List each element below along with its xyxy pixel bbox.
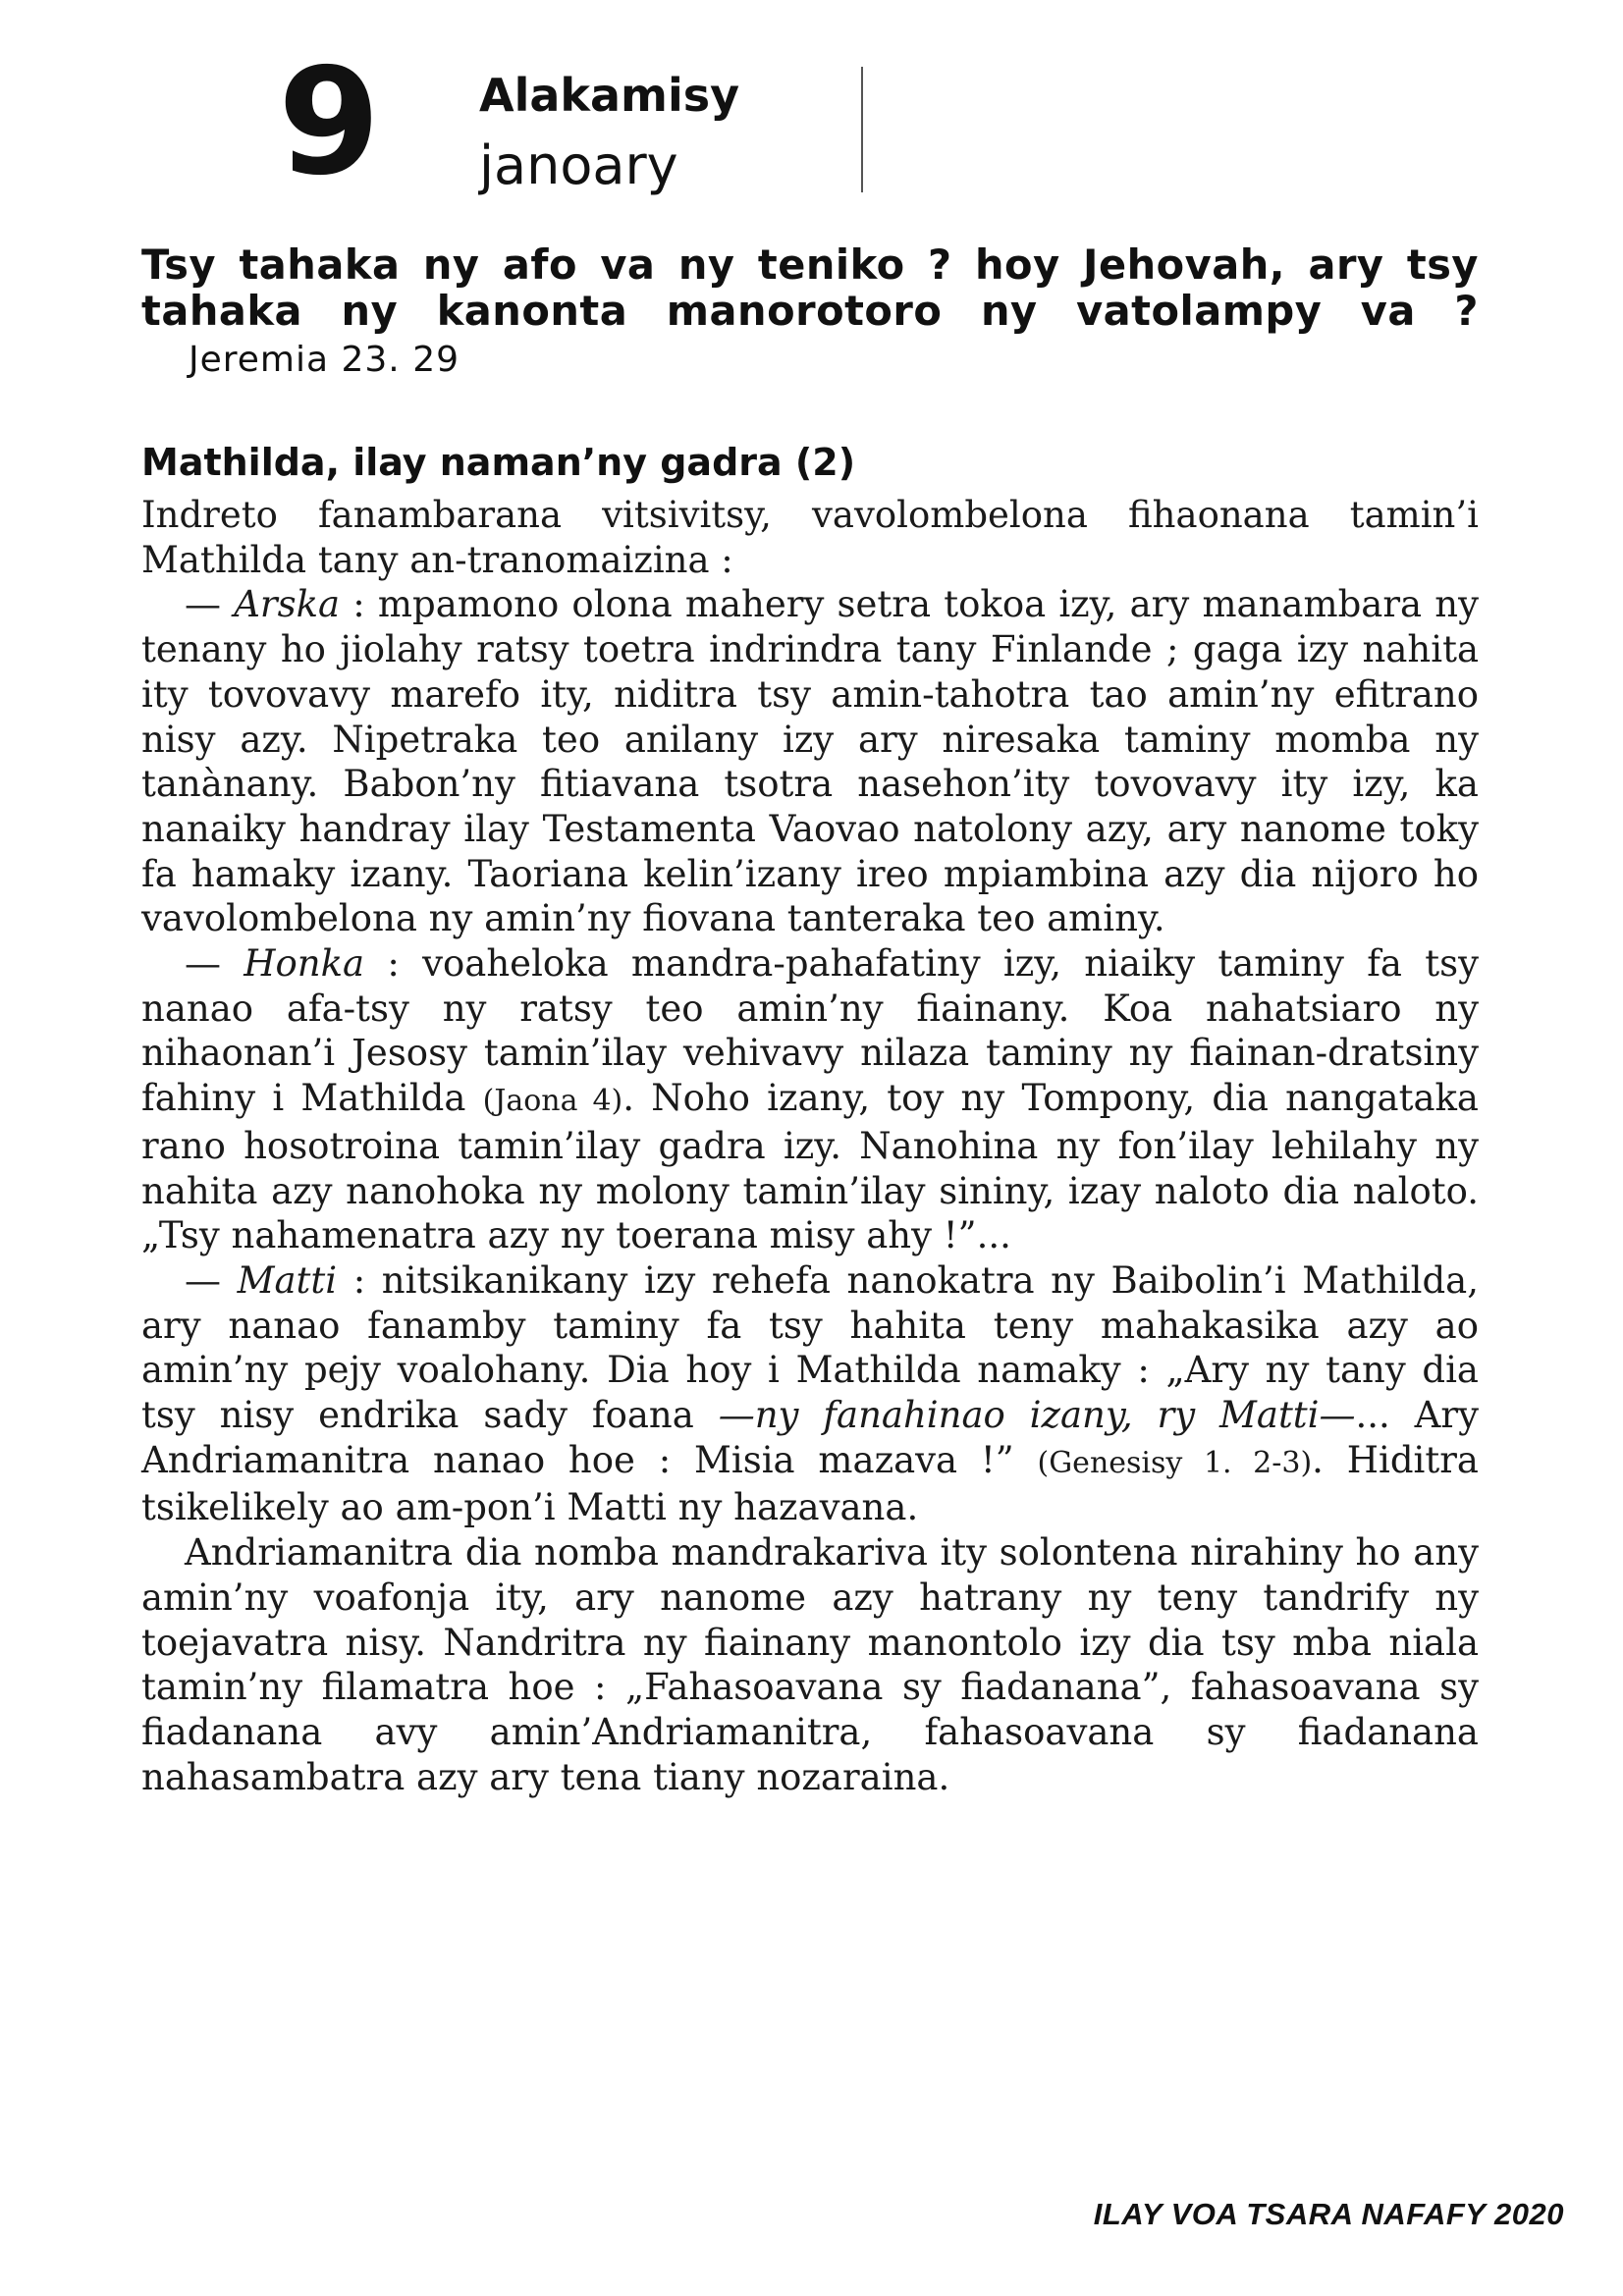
daily-verse <box>141 241 1479 383</box>
footer-publication: ILAY VOA TSARA NAFAFY 2020 <box>1093 2197 1564 2231</box>
matti-text-c: . Hiditra tsikelikely ao am-pon’i Matti ny hazavana. <box>141 1438 1479 1529</box>
name-honka: Honka <box>243 942 365 986</box>
header-divider <box>861 67 863 192</box>
matti-text-a: : nitsikanikany izy rehefa nanokatra ny Baibolin’i Mathilda, ary nanao fanamby taminy fa tsy hahita teny mahakasika azy ao amin’ny pejy voalohany. Dia hoy i Mathilda namaky : „Ary ny tany dia tsy nisy endrika sady foana <box>141 1258 1480 1437</box>
matti-aside: —ny fanahinao izany, ry Matti— <box>718 1394 1356 1437</box>
date-header <box>278 37 867 208</box>
article-body <box>141 493 1479 1799</box>
scripture-ref-jaona: (Jaona 4) <box>482 1084 623 1119</box>
paragraph-arska: — Arska : mpamono olona mahery setra tokoa izy, ary manambara ny tenany ho jiolahy ratsy toetra indrindra tany Finlande ; gaga izy nahita ity tovovavy marefo ity, niditra tsy amin-tahotra tao amin’ny efitrano nisy azy. Nipetraka teo anilany izy ary niresaka taminy momba ny tanànany. Babon’ny fitiavana tsotra nasehon’ity tovovavy ity izy, ka nanaiky handray ilay Testamenta Vaovao natolony azy, ary nanome toky fa hamaky izany. Taoriana kelin’izany ireo mpiambina azy dia nijoro ho vavolombelona ny amin’ny fiovana tanteraka teo aminy. <box>141 583 1479 940</box>
verse-reference: Jeremia 23. 29 <box>189 340 460 380</box>
paragraph-intro: Indreto fanambarana vitsivitsy, vavolombelona fihaonana tamin’i Mathilda tany an-tranomaizina : <box>141 494 1479 581</box>
article-title: Mathilda, ilay naman’ny gadra (2) <box>141 441 856 484</box>
matti-text-b: ... Ary Andriamanitra nanao hoe : Misia mazava !” <box>141 1394 1479 1481</box>
day-number: 9 <box>278 37 379 208</box>
paragraph-matti: — Matti : nitsikanikany izy rehefa nanokatra ny Baibolin’i Mathilda, ary nanao fanamby taminy fa tsy hahita teny mahakasika azy ao amin’ny pejy voalohany. Dia hoy i Mathilda namaky : „Ary ny tany dia tsy nisy endrika sady foana —ny fanahinao izany, ry Matti—... Ary Andriamanitra nanao hoe : Misia mazava !” (Genesisy 1. 2-3). Hiditra tsikelikely ao am-pon’i Matti ny hazavana. <box>141 1258 1480 1529</box>
month: janoary <box>479 134 678 196</box>
weekday: Alakamisy <box>479 69 740 122</box>
honka-text-b: . Noho izany, toy ny Tompony, dia nangataka rano hosotroina tamin’ilay gadra izy. Nanohina ny fon’ilay lehilahy ny nahita azy nanohoka ny molony tamin’ilay sininy, izay naloto dia naloto. „Tsy nahamenatra azy ny toerana misy ahy !”... <box>141 1077 1479 1257</box>
paragraph-conclusion: Andriamanitra dia nomba mandrakariva ity solontena nirahiny ho any amin’ny voafonja ity, ary nanome azy hatrany ny teny tandrify ny toejavatra nisy. Nandritra ny fiainany manontolo izy dia tsy mba niala tamin’ny filamatra hoe : „Fahasoavana sy fiadanana”, fahasoavana sy fiadanana avy amin’Andriamanitra, fahasoavana sy fiadanana nahasambatra azy ary tena tiany nozaraina. <box>141 1531 1479 1798</box>
verse-text: Tsy tahaka ny afo va ny teniko ? hoy Jehovah, ary tsy tahaka ny kanonta manorotoro ny vatolampy va ? <box>141 240 1479 335</box>
paragraph-honka: — Honka : voaheloka mandra-pahafatiny izy, niaiky taminy fa tsy nanao afa-tsy ny ratsy teo amin’ny fiainany. Koa nahatsiaro ny nihaonan’i Jesosy tamin’ilay vehivavy nilaza taminy ny fiainan-dratsiny fahiny i Mathilda (Jaona 4). Noho izany, toy ny Tompony, dia nangataka rano hosotroina tamin’ilay gadra izy. Nanohina ny fon’ilay lehilahy ny nahita azy nanohoka ny molony tamin’ilay sininy, izay naloto dia naloto. „Tsy nahamenatra azy ny toerana misy ahy !”... <box>141 942 1479 1257</box>
name-arska: Arska <box>234 583 341 626</box>
honka-text-a: : voaheloka mandra-pahafatiny izy, niaiky taminy fa tsy nanao afa-tsy ny ratsy teo amin’ny fiainany. Koa nahatsiaro ny nihaonan’i Jesosy tamin’ilay vehivavy nilaza taminy ny fiainan-dratsiny fahiny i Mathilda <box>141 942 1479 1120</box>
scripture-ref-genesisy: (Genesisy 1. 2-3) <box>1037 1445 1313 1480</box>
name-matti: Matti <box>237 1258 338 1302</box>
arska-text: : mpamono olona mahery setra tokoa izy, ary manambara ny tenany ho jiolahy ratsy toetra indrindra tany Finlande ; gaga izy nahita ity tovovavy marefo ity, niditra tsy amin-tahotra tao amin’ny efitrano nisy azy. Nipetraka teo anilany izy ary niresaka taminy momba ny tanànany. Babon’ny fitiavana tsotra nasehon’ity tovovavy ity izy, ka nanaiky handray ilay Testamenta Vaovao natolony azy, ary nanome toky fa hamaky izany. Taoriana kelin’izany ireo mpiambina azy dia nijoro ho vavolombelona ny amin’ny fiovana tanteraka teo aminy. <box>141 583 1479 940</box>
